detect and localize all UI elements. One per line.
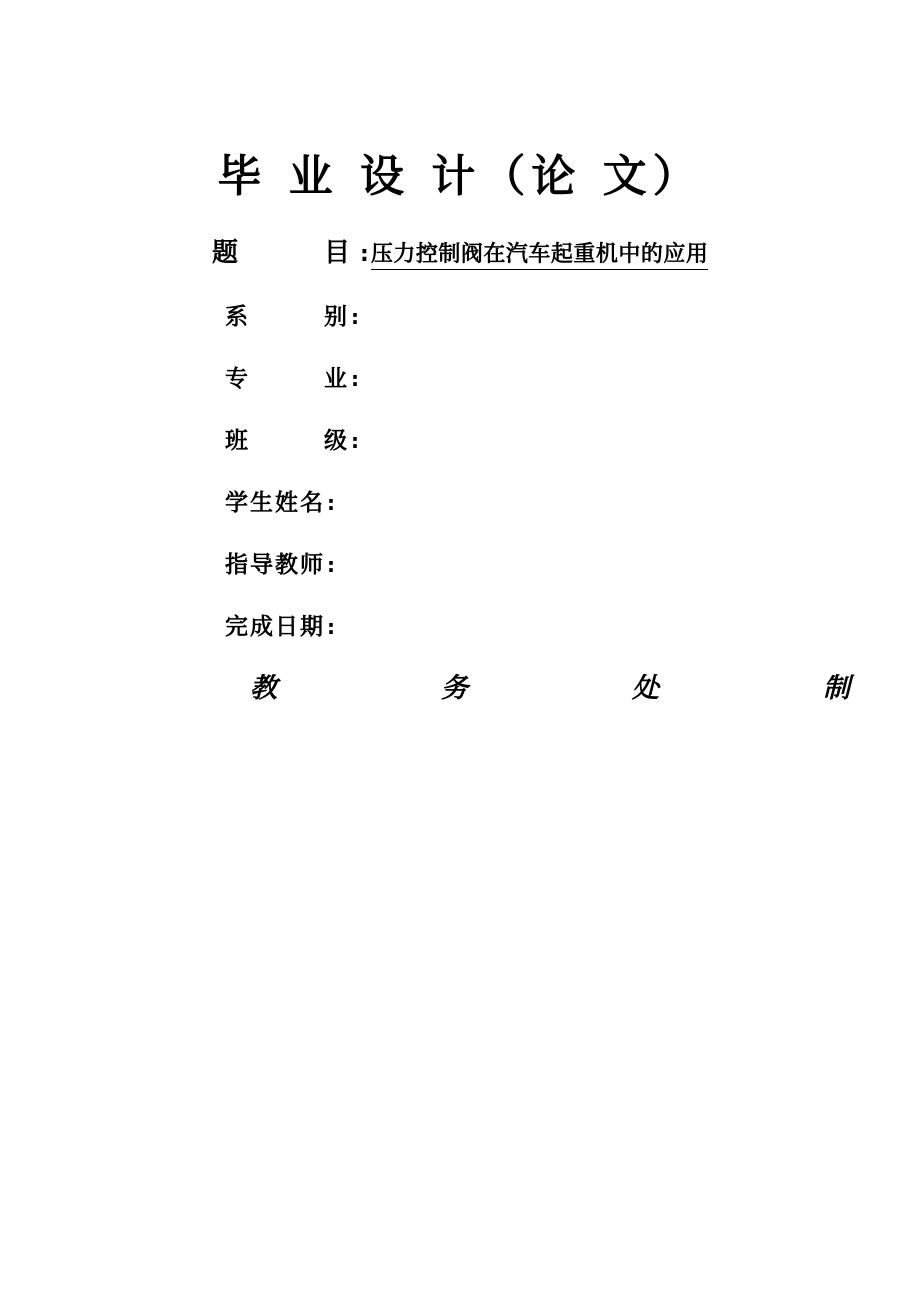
field-colon-department: :: [351, 305, 359, 329]
field-row-completion-date: [225, 608, 689, 670]
field-label-department: [225, 298, 349, 331]
field-colon-completion-date: :: [327, 615, 335, 639]
footer-issuer: [250, 666, 850, 705]
subject-label: [212, 232, 360, 269]
field-value-advisor[interactable]: [335, 571, 665, 572]
field-value-completion-date[interactable]: [335, 633, 665, 634]
field-colon-advisor: :: [327, 553, 335, 577]
field-colon-student-name: :: [327, 491, 335, 515]
field-label-major-part2: 业: [324, 366, 349, 392]
field-label-student-name: 学生姓名: [225, 490, 325, 516]
field-row-student-name: [225, 484, 689, 546]
field-label-class: [225, 422, 349, 455]
footer-char-3: 处: [632, 673, 659, 704]
field-colon-major: :: [351, 367, 359, 391]
subject-colon: :: [360, 242, 369, 267]
field-label-department-part2: 别: [324, 304, 349, 330]
field-colon-class: :: [351, 429, 359, 453]
field-row-major: [225, 360, 689, 422]
field-value-department[interactable]: [359, 323, 689, 324]
field-label-major: [225, 360, 349, 393]
document-title: 毕 业 设 计（论 文）: [217, 151, 703, 202]
field-row-department: [225, 298, 689, 360]
field-row-advisor: [225, 546, 689, 608]
footer-char-2: 务: [441, 673, 468, 704]
field-list: [225, 298, 689, 670]
footer-char-4: 制: [823, 673, 850, 704]
field-row-class: [225, 422, 689, 484]
subject-row: [212, 232, 708, 270]
subject-label-part2: 目: [324, 238, 351, 268]
field-label-major-part1: 专: [225, 366, 250, 392]
subject-label-part1: 题: [212, 238, 239, 268]
field-value-student-name[interactable]: [335, 509, 665, 510]
field-label-class-part2: 级: [324, 428, 349, 454]
field-value-class[interactable]: [359, 447, 689, 448]
footer-char-1: 教: [250, 673, 277, 704]
subject-value: 压力控制阀在汽车起重机中的应用: [371, 237, 709, 270]
field-label-class-part1: 班: [225, 428, 250, 454]
field-label-department-part1: 系: [225, 304, 250, 330]
field-value-major[interactable]: [359, 385, 689, 386]
field-label-completion-date: 完成日期: [225, 614, 325, 640]
field-label-advisor: 指导教师: [225, 552, 325, 578]
